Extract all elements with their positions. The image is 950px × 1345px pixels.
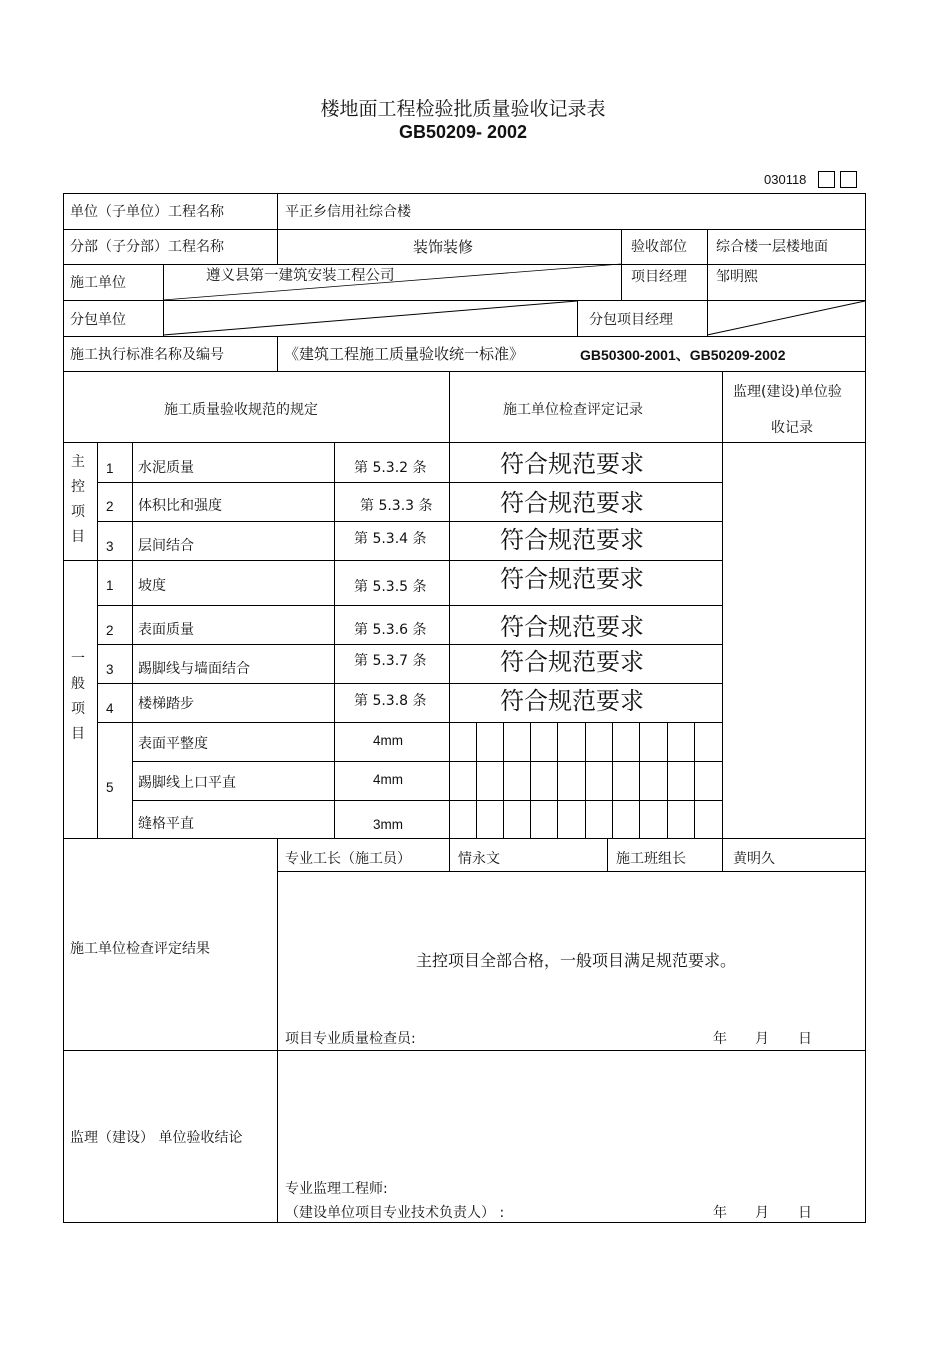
general-item-2-no: 2 <box>106 623 114 638</box>
subcontractor-strike <box>163 301 577 335</box>
accept-part-label: 验收部位 <box>631 239 687 255</box>
main-item-3-no: 3 <box>106 539 114 554</box>
main-item-2-name: 体积比和强度 <box>138 498 222 514</box>
main-item-3-result: 符合规范要求 <box>500 526 644 554</box>
construction-month: 月 <box>755 1031 769 1047</box>
tolerance-3-name: 缝格平直 <box>138 816 194 832</box>
pm-label: 项目经理 <box>631 269 687 285</box>
construction-result-label: 施工单位检查评定结果 <box>70 941 210 957</box>
tolerance-3-value: 3mm <box>373 817 403 832</box>
team-leader-label: 施工班组长 <box>616 851 686 867</box>
main-group-label: 主 控 项 目 <box>71 454 85 545</box>
supervision-month: 月 <box>755 1205 769 1221</box>
form-standard-code: GB50209- 2002 <box>398 122 528 142</box>
main-item-1-no: 1 <box>106 461 114 476</box>
supervision-result-label: 监理（建设） 单位验收结论 <box>70 1130 243 1146</box>
main-item-2-no: 2 <box>106 499 114 514</box>
main-item-3-clause: 第 5.3.4 条 <box>354 531 427 547</box>
general-item-4-result: 符合规范要求 <box>500 687 644 715</box>
constructor-value: 遵义县第一建筑安装工程公司 <box>206 268 395 284</box>
main-item-1-result: 符合规范要求 <box>500 450 644 478</box>
pm-value: 邹明熙 <box>716 269 758 285</box>
construction-day: 日 <box>798 1031 812 1047</box>
tolerance-1-value: 4mm <box>373 733 403 748</box>
foreman-value: 情永文 <box>458 851 500 867</box>
general-item-1-clause: 第 5.3.5 条 <box>354 579 427 595</box>
general-item-2-result: 符合规范要求 <box>500 613 644 641</box>
main-item-2-clause: 第 5.3.3 条 <box>360 498 433 514</box>
form-number: 030118 <box>764 172 807 187</box>
general-item-2-name: 表面质量 <box>138 622 194 638</box>
supervision-day: 日 <box>798 1205 812 1221</box>
general-item-3-no: 3 <box>106 662 114 677</box>
construction-year: 年 <box>713 1031 727 1047</box>
col-supervision-line1: 监理(建设)单位验 <box>733 384 842 400</box>
team-leader-value: 黄明久 <box>733 851 775 867</box>
inspector-label: 项目专业质量检查员: <box>285 1031 416 1047</box>
col-supervision-line2: 收记录 <box>771 420 813 436</box>
tolerance-group-no: 5 <box>106 780 114 795</box>
main-item-1-clause: 第 5.3.2 条 <box>354 460 427 476</box>
general-item-1-no: 1 <box>106 578 114 593</box>
sub-pm-label: 分包项目经理 <box>589 312 673 328</box>
general-item-3-clause: 第 5.3.7 条 <box>354 653 427 669</box>
standard-codes: GB50300-2001、GB50209-2002 <box>580 347 786 363</box>
tolerance-1-name: 表面平整度 <box>138 736 208 752</box>
main-item-2-result: 符合规范要求 <box>500 489 644 517</box>
general-item-4-clause: 第 5.3.8 条 <box>354 693 427 709</box>
tolerance-2-value: 4mm <box>373 772 403 787</box>
standard-label: 施工执行标准名称及编号 <box>70 347 224 363</box>
main-item-1-name: 水泥质量 <box>138 460 194 476</box>
foreman-label: 专业工长（施工员） <box>285 851 411 867</box>
unit-label: 单位（子单位）工程名称 <box>70 204 224 220</box>
sub-project-label: 分部（子分部）工程名称 <box>70 239 224 255</box>
tolerance-2-name: 踢脚线上口平直 <box>138 775 236 791</box>
general-item-4-no: 4 <box>106 701 114 716</box>
unit-value: 平正乡信用社综合楼 <box>285 204 411 220</box>
general-item-2-clause: 第 5.3.6 条 <box>354 622 427 638</box>
general-item-3-name: 踢脚线与墙面结合 <box>138 661 250 677</box>
engineer-label: 专业监理工程师: <box>285 1181 388 1197</box>
sub-project-value: 装饰装修 <box>413 238 474 256</box>
standard-name: 《建筑工程施工质量验收统一标准》 <box>284 345 525 363</box>
general-item-4-name: 楼梯踏步 <box>138 696 194 712</box>
general-item-1-result: 符合规范要求 <box>500 565 644 593</box>
constructor-label: 施工单位 <box>70 275 126 291</box>
accept-part-value: 综合楼一层楼地面 <box>716 239 828 255</box>
general-item-1-name: 坡度 <box>138 578 166 594</box>
general-item-3-result: 符合规范要求 <box>500 648 644 676</box>
supervision-year: 年 <box>713 1205 727 1221</box>
col-spec: 施工质量验收规范的规定 <box>164 402 318 418</box>
general-group-label: 一 般 项 目 <box>71 651 85 742</box>
form-title: 楼地面工程检验批质量验收记录表 <box>320 98 606 120</box>
subcontractor-label: 分包单位 <box>70 312 126 328</box>
col-record: 施工单位检查评定记录 <box>503 402 643 418</box>
construction-conclusion: 主控项目全部合格，一般项目满足规范要求。 <box>416 951 737 970</box>
main-item-3-name: 层间结合 <box>138 538 194 554</box>
sub-pm-strike <box>707 301 865 335</box>
owner-tech-label: （建设单位项目专业技术负责人） : <box>285 1205 505 1221</box>
